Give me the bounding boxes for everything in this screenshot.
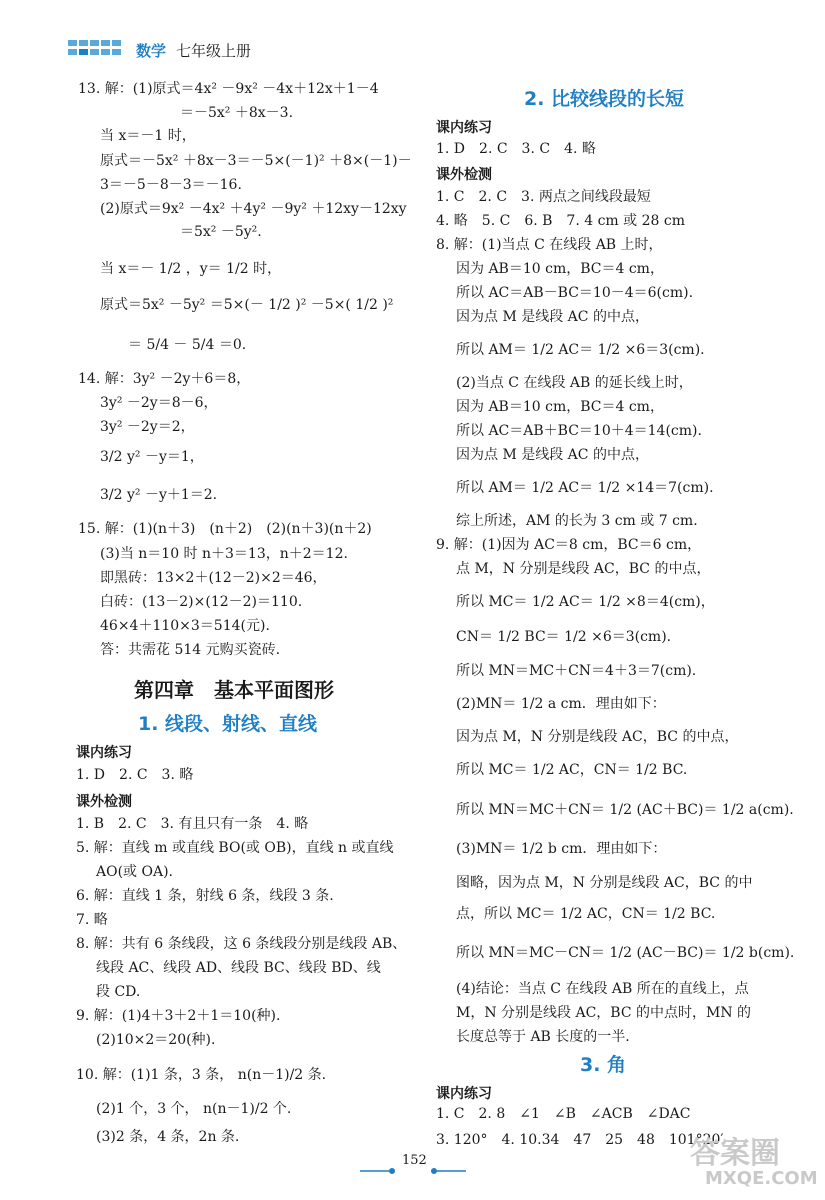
chapter-title: 第四章 基本平面图形 [134,678,334,702]
right-line: 4. 略 5. C 6. B 7. 4 cm 或 28 cm [436,213,685,229]
section-title: 1. 线段、射线、直线 [138,713,318,735]
left-line: (2)10×2＝20(种). [96,1032,216,1048]
right-line: 点，所以 MC＝ 1/2 AC，CN＝ 1/2 BC. [456,906,716,922]
left-line: 6. 解：直线 1 条，射线 6 条，线段 3 条. [76,888,334,904]
left-line: 白砖：(13－2)×(12－2)＝110. [100,594,303,610]
right-line: 因为点 M，N 分别是线段 AC，BC 的中点， [456,729,739,745]
left-line: 即黑砖：13×2＋(12－2)×2＝46， [100,570,327,586]
right-line: 所以 AC＝AB－BC＝10－4＝6(cm). [456,285,694,301]
left-line: 线段 AC、线段 AD、线段 BC、线段 BD、线 [96,960,381,976]
left-line: 原式＝5x² －5y² ＝5×(－ 1/2 )² －5×( 1/2 )² [100,297,394,313]
subsection-label: 课内练习 [436,120,492,136]
left-line: 3/2 y² －y＋1＝2. [100,487,218,503]
right-line: 3. 120° 4. 10.34 47 25 48 101°20′ [436,1132,724,1148]
left-line: 段 CD. [96,984,141,1000]
left-line: 3＝－5－8－3＝－16. [100,177,242,193]
right-line: 所以 MN＝MC－CN＝ 1/2 (AC－BC)＝ 1/2 b(cm). [456,945,795,961]
watermark-text: 答案圈 [690,1136,780,1171]
left-line: ＝5x² －5y². [180,224,262,240]
right-line: 1. C 2. C 3. 两点之间线段最短 [436,189,651,205]
left-line: 3y² －2y＝8－6， [100,395,218,411]
left-line: AO(或 OA). [96,864,173,880]
right-line: 所以 MC＝ 1/2 AC，CN＝ 1/2 BC. [456,762,688,778]
right-line: 点 M，N 分别是线段 AC，BC 的中点， [456,561,711,577]
left-line: (2)1 个，3 个， n(n－1)/2 个. [96,1101,292,1117]
left-line: 10. 解：(1)1 条，3 条， n(n－1)/2 条. [76,1067,327,1083]
left-line: 原式＝－5x² ＋8x－3＝－5×(－1)² ＋8×(－1)－ [100,153,412,169]
left-line: 1. D 2. C 3. 略 [76,767,194,783]
subsection-label: 课内练习 [436,1086,492,1102]
subsection-label: 课外检测 [76,794,132,810]
right-line: 长度总等于 AB 长度的一半. [456,1029,630,1045]
right-line: 所以 MN＝MC＋CN＝ 1/2 (AC＋BC)＝ 1/2 a(cm). [456,802,794,818]
right-line: 所以 AM＝ 1/2 AC＝ 1/2 ×14＝7(cm). [456,480,714,496]
right-line: 所以 MN＝MC＋CN＝4＋3＝7(cm). [456,663,697,679]
right-line: CN＝ 1/2 BC＝ 1/2 ×6＝3(cm). [456,629,672,645]
footer-ornament-left [360,1160,396,1168]
right-line: (4)结论：当点 C 在线段 AB 所在的直线上，点 [456,981,749,997]
right-line: 图略，因为点 M，N 分别是线段 AC，BC 的中 [456,875,753,891]
left-line: (3)2 条，4 条，2n 条. [96,1129,240,1145]
left-line: 答：共需花 514 元购买瓷砖. [100,642,281,658]
left-line: ＝－5x² ＋8x－3. [180,105,294,121]
left-line: 5. 解：直线 m 或直线 BO(或 OB)，直线 n 或直线 [76,840,394,856]
section-title: 3. 角 [580,1054,627,1076]
subsection-label: 课内练习 [76,745,132,761]
left-line: (2)原式＝9x² －4x² ＋4y² －9y² ＋12xy－12xy [100,201,407,217]
header-grade: 七年级上册 [176,42,252,60]
right-line: 9. 解：(1)因为 AC＝8 cm，BC＝6 cm， [436,537,702,553]
left-line: 当 x＝－1 时， [100,128,196,144]
left-line: 3y² －2y＝2， [100,419,195,435]
right-line: 所以 AM＝ 1/2 AC＝ 1/2 ×6＝3(cm). [456,342,705,358]
left-line: 15. 解：(1)(n＋3) (n＋2) (2)(n＋3)(n＋2) [78,521,372,537]
left-line: 46×4＋110×3＝514(元). [100,618,270,634]
right-line: 1. C 2. 8 ∠1 ∠B ∠ACB ∠DAC [436,1106,691,1122]
left-line: 1. B 2. C 3. 有且只有一条 4. 略 [76,816,309,832]
right-line: 所以 AC＝AB＋BC＝10＋4＝14(cm). [456,423,702,439]
left-line: ＝ 5/4 － 5/4 ＝0. [128,337,247,353]
header-logo [68,40,130,60]
left-line: 8. 解：共有 6 条线段，这 6 条线段分别是线段 AB、 [76,936,407,952]
right-line: 因为 AB＝10 cm，BC＝4 cm， [456,261,664,277]
left-line: 9. 解：(1)4＋3＋2＋1＝10(种). [76,1008,281,1024]
right-line: M，N 分别是线段 AC，BC 的中点时，MN 的 [456,1005,752,1021]
page-number: 152 [402,1153,427,1168]
left-line: 14. 解：3y² －2y＋6＝8， [78,371,251,387]
right-line: (2)MN＝ 1/2 a cm．理由如下： [456,696,666,712]
left-line: 7. 略 [76,912,108,928]
left-line: 当 x＝－ 1/2 ，y＝ 1/2 时， [100,261,282,277]
subsection-label: 课外检测 [436,167,492,183]
left-line: 13. 解：(1)原式＝4x² －9x² －4x＋12x＋1－4 [78,81,379,97]
header-subject: 数学 [136,42,167,60]
right-line: 因为点 M 是线段 AC 的中点， [456,309,649,325]
right-line: (2)当点 C 在线段 AB 的延长线上时， [456,375,693,391]
watermark-url: MXQE.COM [705,1168,818,1189]
right-line: 因为 AB＝10 cm，BC＝4 cm， [456,399,664,415]
right-line: 所以 MC＝ 1/2 AC＝ 1/2 ×8＝4(cm)， [456,594,715,610]
right-line: 8. 解：(1)当点 C 在线段 AB 上时， [436,237,663,253]
left-line: (3)当 n＝10 时 n＋3＝13，n＋2＝12. [100,546,348,562]
right-line: (3)MN＝ 1/2 b cm．理由如下： [456,841,667,857]
right-line: 因为点 M 是线段 AC 的中点， [456,447,649,463]
right-line: 综上所述，AM 的长为 3 cm 或 7 cm. [456,513,698,529]
left-line: 3/2 y² －y＝1， [100,449,204,465]
section-title: 2. 比较线段的长短 [524,88,685,110]
footer-ornament-right [430,1160,466,1168]
right-line: 1. D 2. C 3. C 4. 略 [436,141,596,157]
